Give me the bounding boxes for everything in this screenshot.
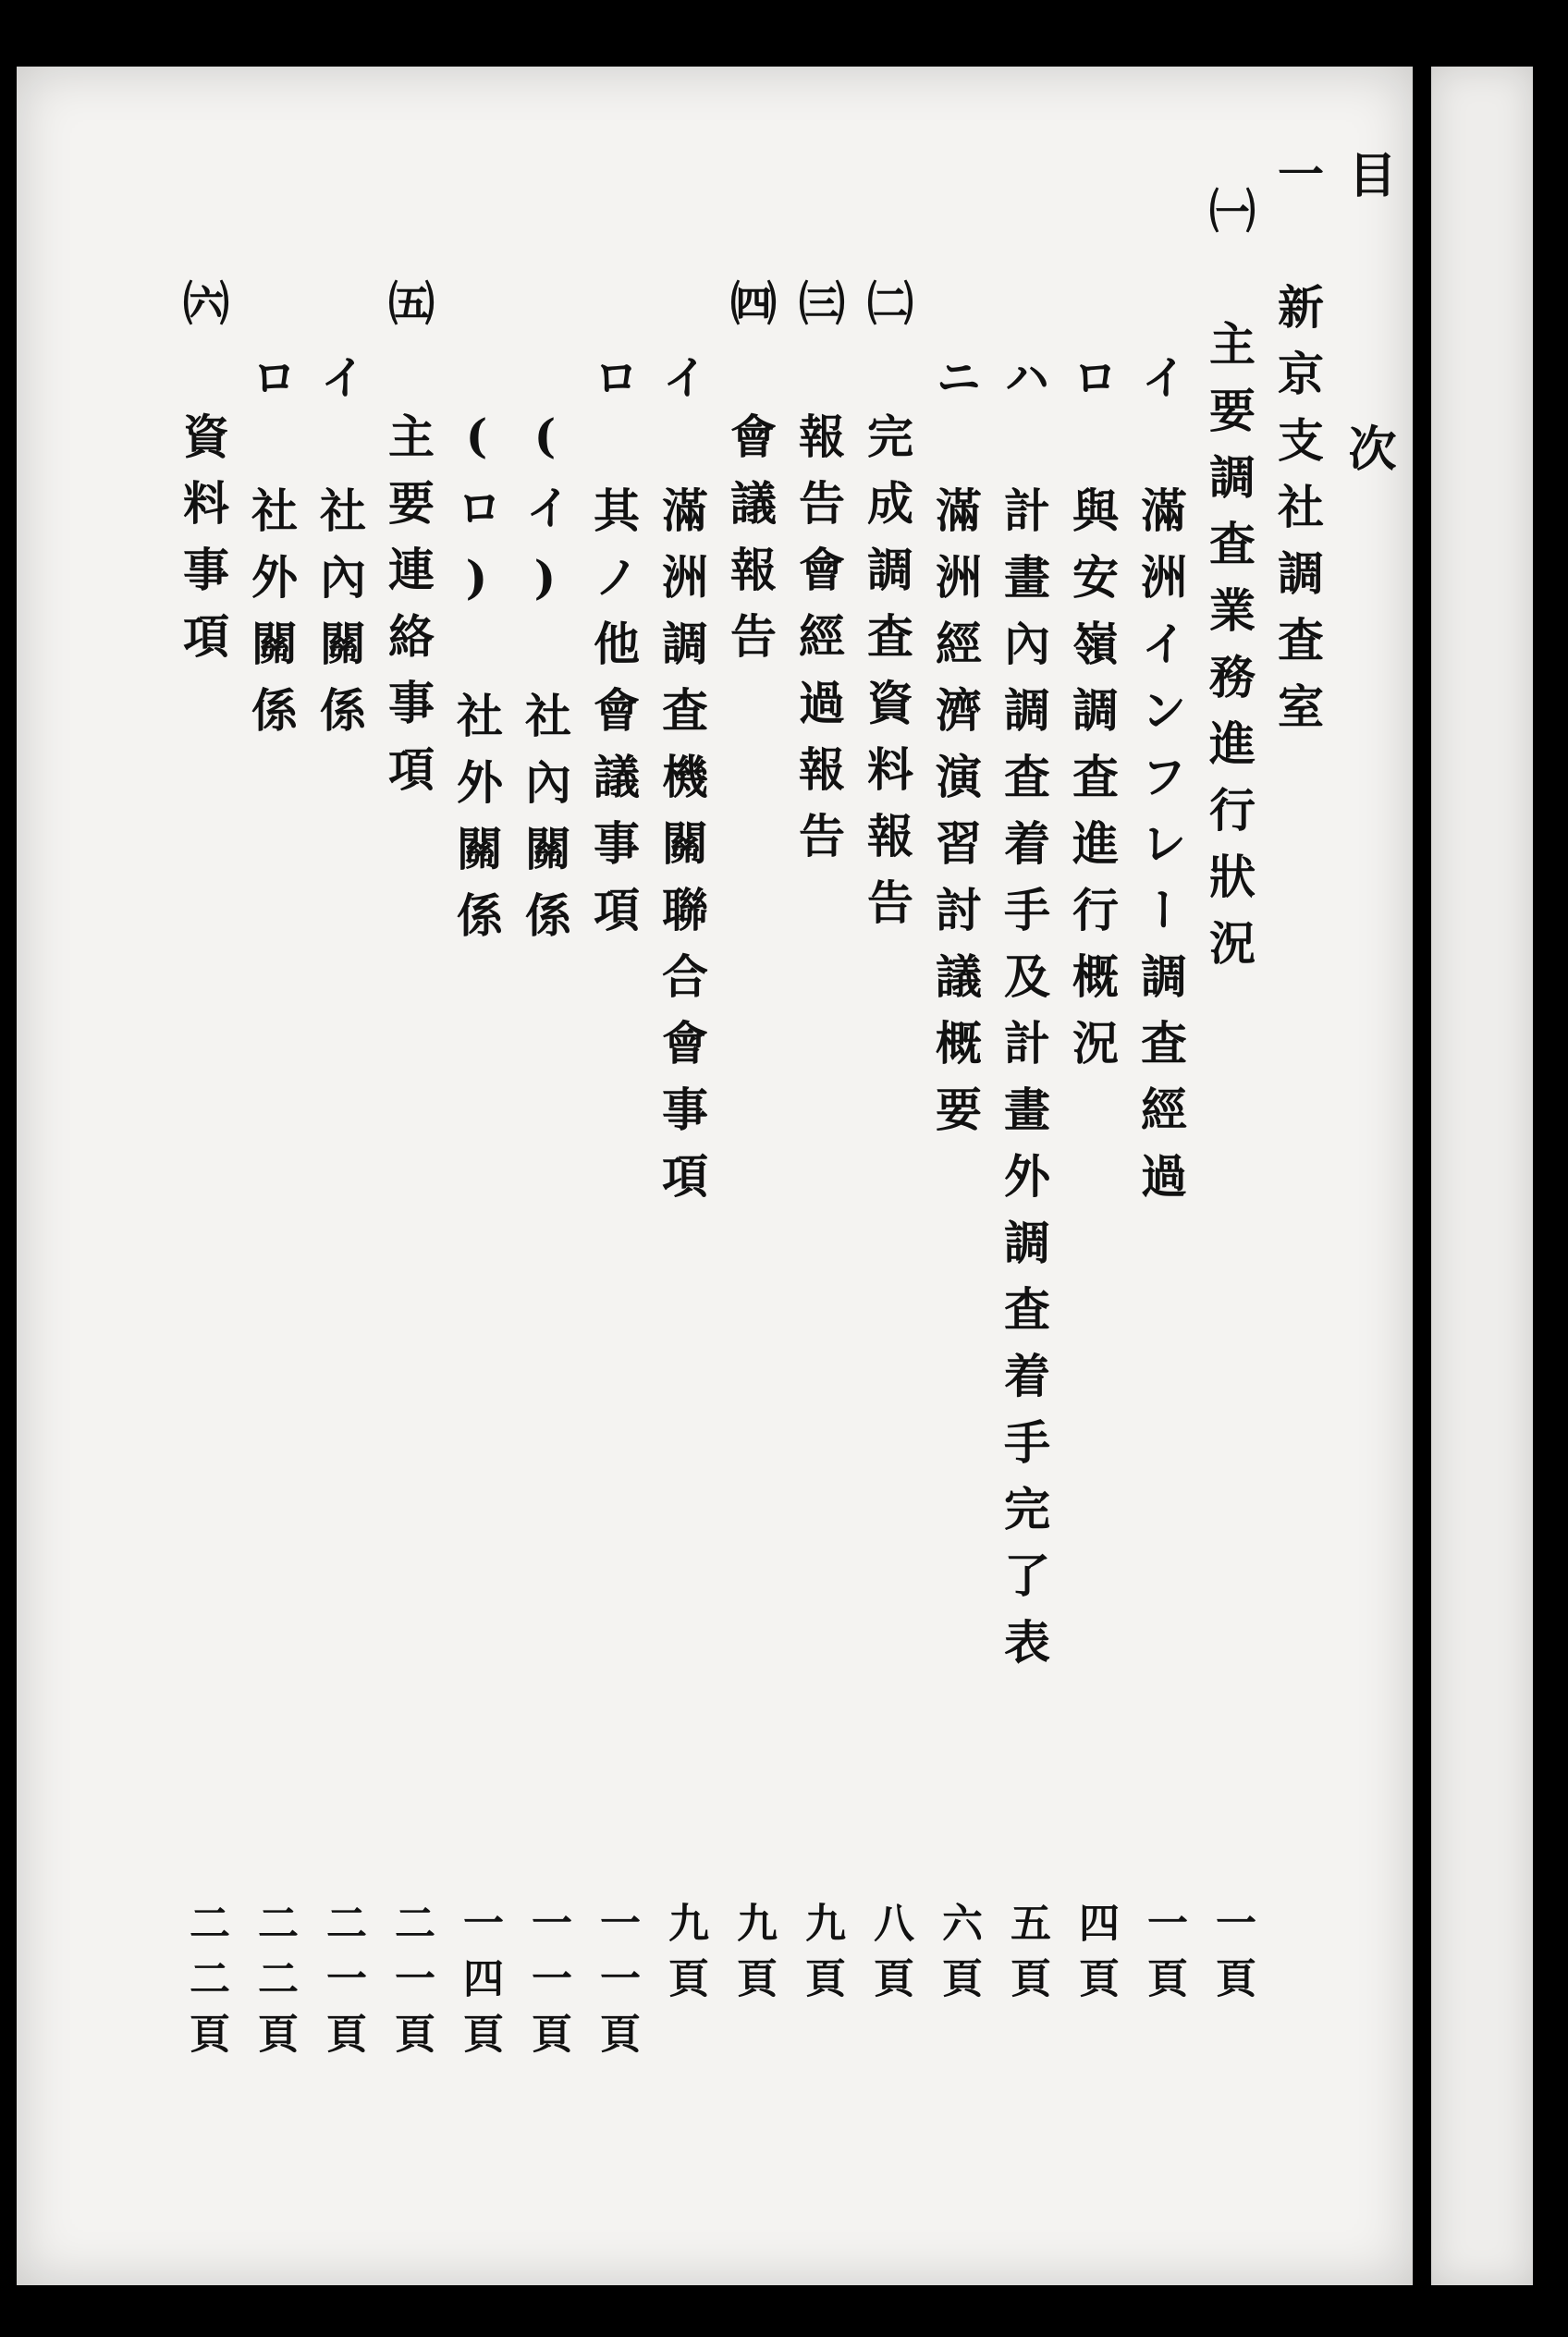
toc-page-number: 九頁 — [661, 1902, 708, 2013]
toc-page-number: 九頁 — [729, 1902, 777, 2013]
toc-page-number: 一四頁 — [456, 1902, 503, 2068]
toc-page-number: 二二頁 — [182, 1902, 229, 2068]
toc-page-number: 二一頁 — [319, 1902, 366, 2068]
toc-entry: ㈠ 主要調査業務進行狀況 — [1202, 187, 1256, 985]
toc-entry: ㈢ 報告會經過報告 — [791, 279, 846, 878]
toc-entry: 一 新京支社調査室 — [1270, 150, 1325, 749]
toc-entry: ㈡ 完成調査資料報告 — [860, 279, 914, 945]
toc-page-number: 四頁 — [1072, 1902, 1119, 2013]
toc-page — [17, 67, 1413, 2285]
toc-page-number: 八頁 — [866, 1902, 913, 2013]
toc-entry: イ 社內關係 — [312, 353, 367, 752]
toc-page-number: 五頁 — [1003, 1902, 1050, 2013]
toc-entry: ロ 社外關係 — [244, 353, 299, 752]
toc-entry: ニ 滿洲經濟演習討議概要 — [928, 353, 983, 1152]
toc-entry: ㈣ 會議報告 — [723, 279, 778, 679]
toc-entry: (イ) 社內關係 — [518, 409, 572, 958]
toc-entry: ハ 計畫內調査着手及計畫外調査着手完了表 — [997, 353, 1051, 1684]
toc-entry: イ 滿洲インフレー調査經過 — [1133, 353, 1188, 1218]
toc-page-number: 六頁 — [935, 1902, 982, 2013]
toc-page-number: 一頁 — [1140, 1902, 1187, 2013]
toc-page-number: 一頁 — [1208, 1902, 1256, 2013]
adjacent-page-edge — [1431, 67, 1533, 2285]
toc-page-number: 一一頁 — [524, 1902, 571, 2068]
toc-page-number: 九頁 — [798, 1902, 845, 2013]
toc-entry: イ 滿洲調査機關聯合會事項 — [655, 353, 709, 1218]
toc-page-number: 二一頁 — [387, 1902, 435, 2068]
toc-entry: ロ 其ノ他會議事項 — [586, 353, 641, 952]
toc-entry: ㈤ 主要連絡事項 — [381, 279, 435, 812]
toc-entry: (ロ) 社外關係 — [449, 409, 504, 958]
toc-heading: 目 次 — [1340, 150, 1396, 492]
toc-page-number: 二二頁 — [251, 1902, 298, 2068]
toc-entry: ロ 與安嶺調査進行概況 — [1065, 353, 1120, 1085]
toc-entry: ㈥ 資料事項 — [176, 279, 230, 679]
toc-page-number: 一一頁 — [593, 1902, 640, 2068]
